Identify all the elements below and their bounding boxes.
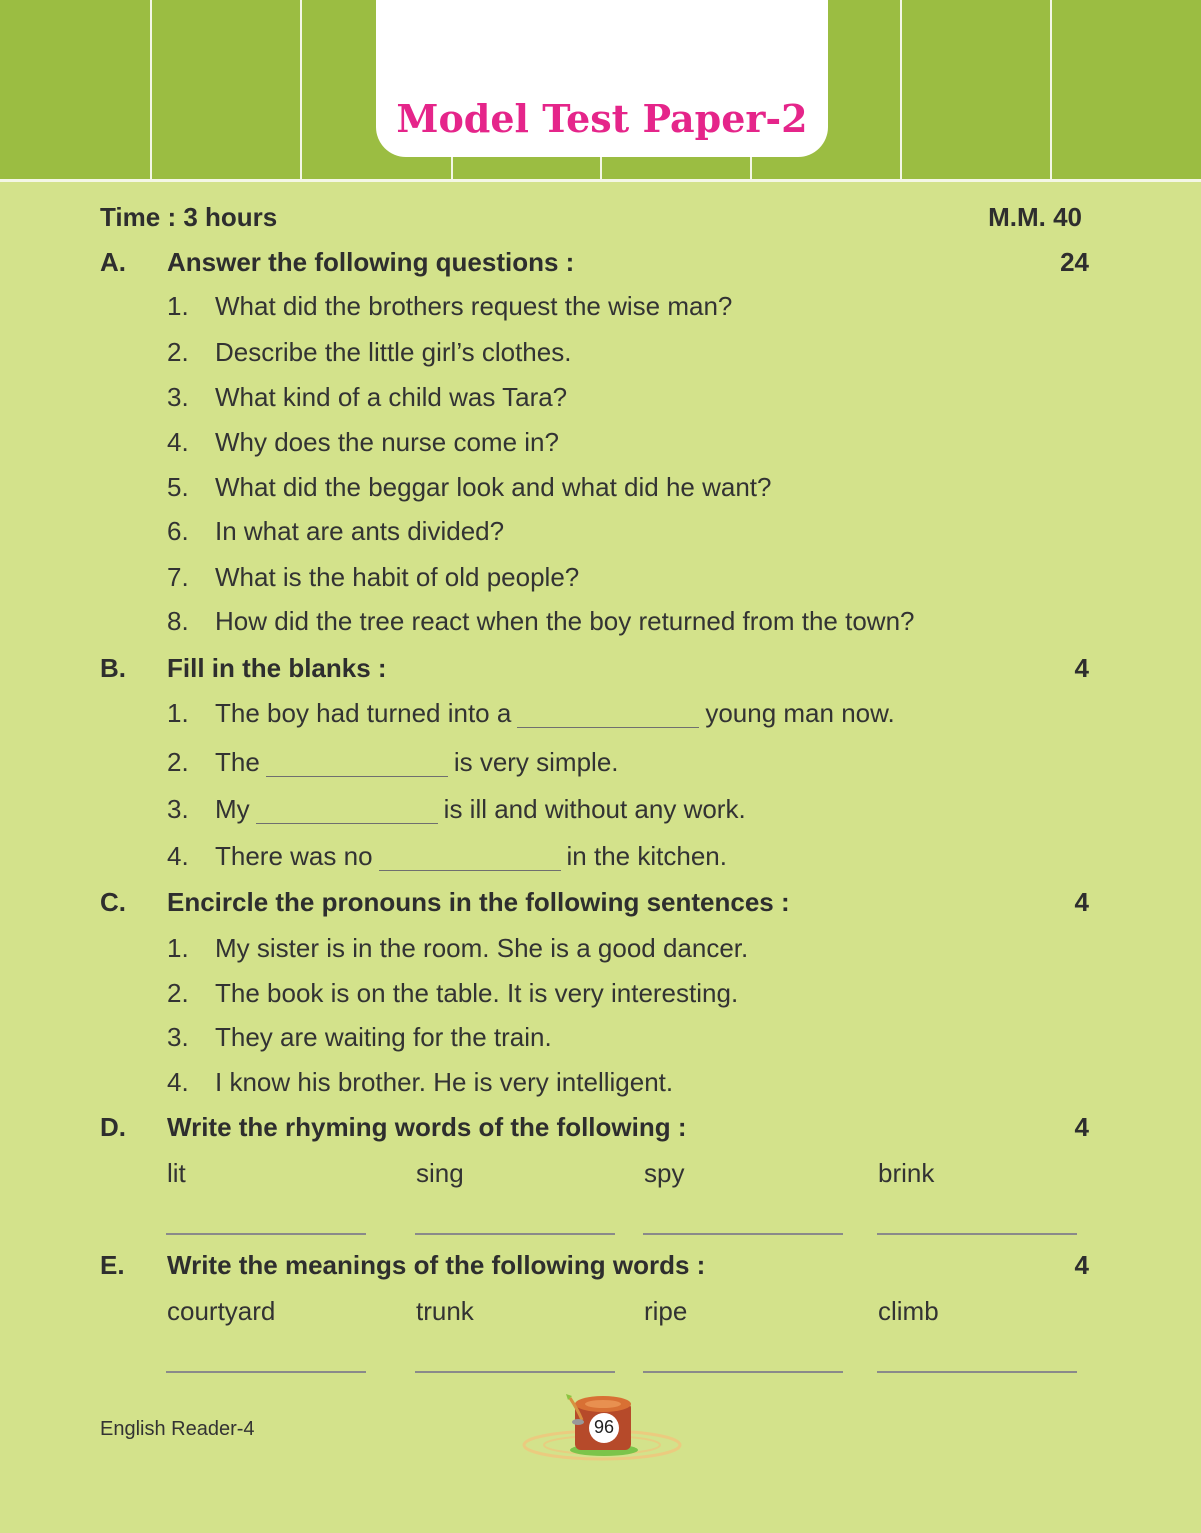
question-number: 2. bbox=[167, 337, 189, 367]
text-after: young man now. bbox=[705, 698, 895, 728]
question-number: 3. bbox=[167, 382, 189, 412]
answer-line[interactable] bbox=[415, 1371, 615, 1373]
question-number: 7. bbox=[167, 562, 189, 592]
answer-line[interactable] bbox=[877, 1371, 1077, 1373]
question-text: What kind of a child was Tara? bbox=[215, 382, 568, 412]
answer-line[interactable] bbox=[643, 1371, 843, 1373]
question-number: 1. bbox=[167, 933, 189, 963]
section-marks: 4 bbox=[1074, 653, 1089, 683]
section-letter: A. bbox=[100, 247, 126, 277]
section-heading: Fill in the blanks : bbox=[167, 653, 387, 683]
answer-line[interactable] bbox=[415, 1233, 615, 1235]
section-heading: Answer the following questions : bbox=[167, 247, 575, 277]
blank-line[interactable] bbox=[517, 702, 699, 728]
text-after: in the kitchen. bbox=[566, 841, 727, 871]
question-number: 3. bbox=[167, 1022, 189, 1052]
text-before: There was no bbox=[215, 841, 373, 871]
section-heading: Write the rhyming words of the following : bbox=[167, 1112, 687, 1142]
text-after: is ill and without any work. bbox=[443, 794, 746, 824]
sentence-text: They are waiting for the train. bbox=[215, 1022, 552, 1052]
question-number: 6. bbox=[167, 516, 189, 546]
question-text: What did the brothers request the wise man? bbox=[215, 291, 733, 321]
section-heading: Write the meanings of the following words : bbox=[167, 1250, 706, 1280]
page-number: 96 bbox=[593, 1417, 615, 1437]
divider bbox=[150, 0, 152, 181]
header-band bbox=[0, 0, 1201, 181]
divider bbox=[900, 0, 902, 181]
time-label: Time : 3 hours bbox=[100, 202, 278, 232]
divider bbox=[1050, 0, 1052, 181]
word: climb bbox=[878, 1296, 939, 1326]
fill-blank-item bbox=[215, 698, 895, 728]
word: trunk bbox=[416, 1296, 474, 1326]
section-marks: 24 bbox=[1060, 247, 1089, 277]
question-number: 4. bbox=[167, 841, 189, 871]
question-number: 8. bbox=[167, 606, 189, 636]
section-heading: Encircle the pronouns in the following sentences : bbox=[167, 887, 790, 917]
sentence-text: My sister is in the room. She is a good dancer. bbox=[215, 933, 749, 963]
divider bbox=[300, 0, 302, 181]
blank-line[interactable] bbox=[379, 845, 561, 871]
blank-line[interactable] bbox=[256, 798, 438, 824]
answer-line[interactable] bbox=[166, 1233, 366, 1235]
question-number: 5. bbox=[167, 472, 189, 502]
title-box bbox=[376, 0, 828, 157]
page-number-badge bbox=[520, 1390, 685, 1465]
answer-line[interactable] bbox=[877, 1233, 1077, 1235]
section-letter: B. bbox=[100, 653, 126, 683]
question-number: 3. bbox=[167, 794, 189, 824]
question-text: Describe the little girl’s clothes. bbox=[215, 337, 572, 367]
text-after: is very simple. bbox=[453, 747, 619, 777]
question-number: 4. bbox=[167, 1067, 189, 1097]
blank-line[interactable] bbox=[266, 751, 448, 777]
section-marks: 4 bbox=[1074, 887, 1089, 917]
word: sing bbox=[416, 1158, 464, 1188]
answer-line[interactable] bbox=[643, 1233, 843, 1235]
section-letter: C. bbox=[100, 887, 126, 917]
section-marks: 4 bbox=[1074, 1112, 1089, 1142]
sentence-text: The book is on the table. It is very interesting. bbox=[215, 978, 739, 1008]
text-before: The bbox=[215, 747, 260, 777]
word: lit bbox=[167, 1158, 186, 1188]
word: brink bbox=[878, 1158, 935, 1188]
question-text: In what are ants divided? bbox=[215, 516, 505, 546]
question-number: 2. bbox=[167, 747, 189, 777]
section-marks: 4 bbox=[1074, 1250, 1089, 1280]
section-letter: E. bbox=[100, 1250, 125, 1280]
question-number: 1. bbox=[167, 291, 189, 321]
text-before: My bbox=[215, 794, 250, 824]
question-number: 1. bbox=[167, 698, 189, 728]
question-text: How did the tree react when the boy returned from the town? bbox=[215, 606, 915, 636]
sentence-text: I know his brother. He is very intelligent. bbox=[215, 1067, 674, 1097]
fill-blank-item bbox=[215, 747, 619, 777]
question-number: 2. bbox=[167, 978, 189, 1008]
question-text: What did the beggar look and what did he want? bbox=[215, 472, 772, 502]
text-before: The boy had turned into a bbox=[215, 698, 512, 728]
fill-blank-item bbox=[215, 794, 746, 824]
word: courtyard bbox=[167, 1296, 276, 1326]
max-marks: M.M. 40 bbox=[988, 202, 1082, 232]
header-baseline bbox=[0, 179, 1201, 182]
word: spy bbox=[644, 1158, 685, 1188]
section-letter: D. bbox=[100, 1112, 126, 1142]
word: ripe bbox=[644, 1296, 688, 1326]
book-title: English Reader-4 bbox=[100, 1418, 255, 1440]
answer-line[interactable] bbox=[166, 1371, 366, 1373]
page-title: Model Test Paper-2 bbox=[396, 96, 808, 141]
fill-blank-item bbox=[215, 841, 727, 871]
question-number: 4. bbox=[167, 427, 189, 457]
question-text: What is the habit of old people? bbox=[215, 562, 580, 592]
question-text: Why does the nurse come in? bbox=[215, 427, 559, 457]
